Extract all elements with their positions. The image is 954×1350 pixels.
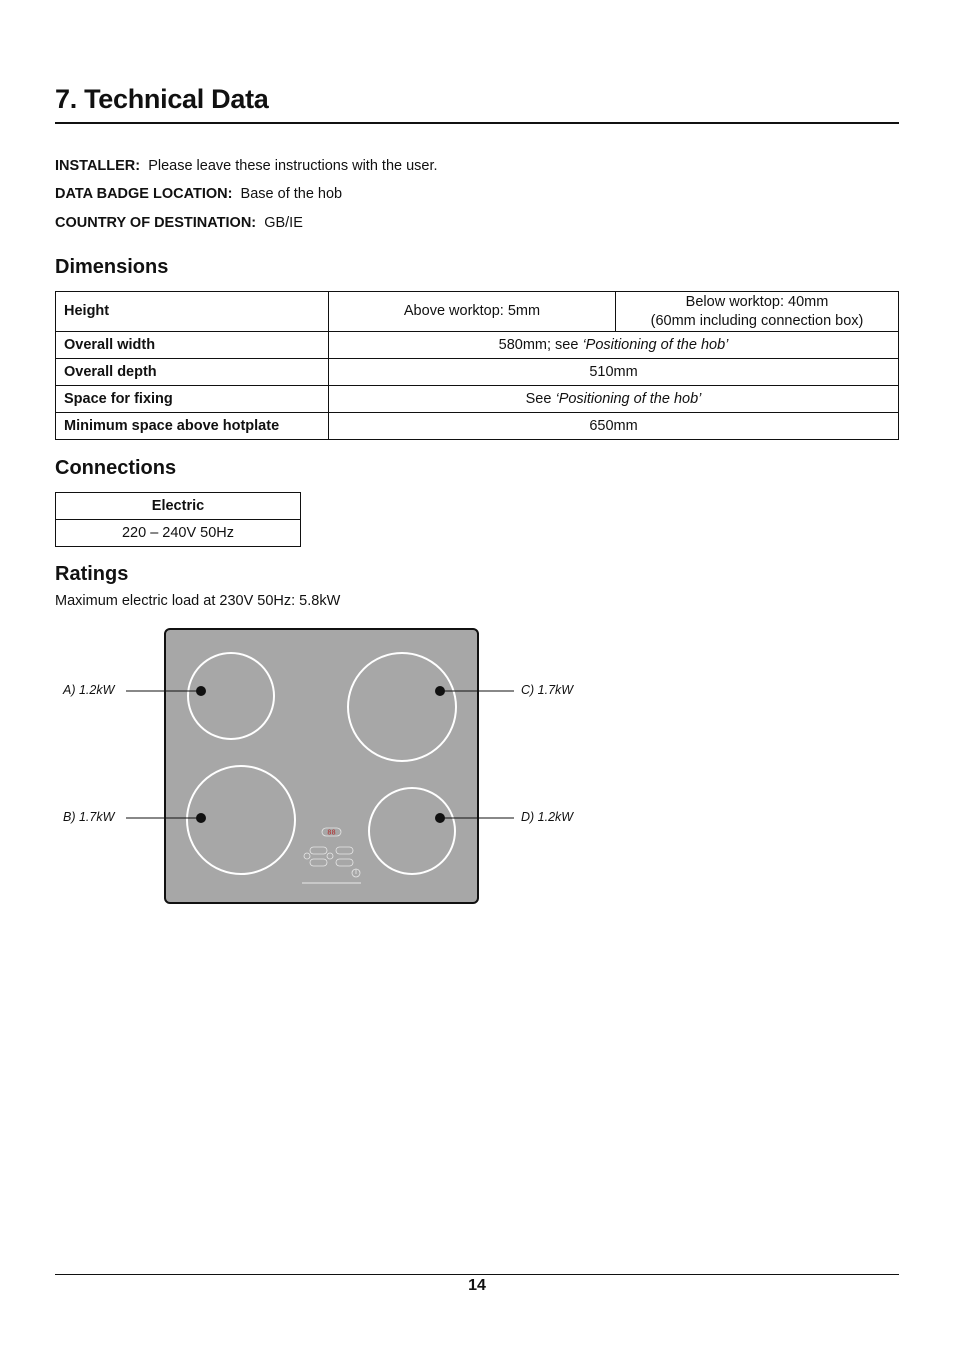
hob-diagram bbox=[55, 620, 615, 920]
installer-value: Please leave these instructions with the user. bbox=[148, 158, 438, 174]
zone-c-label: C) 1.7kW bbox=[521, 683, 574, 697]
min-space-value bbox=[329, 413, 899, 440]
overall-depth-text: 510mm bbox=[589, 364, 638, 380]
height-below-line-2: (60mm including connection box) bbox=[650, 312, 864, 329]
table-row bbox=[56, 413, 899, 440]
page-number: 14 bbox=[468, 1277, 486, 1294]
table-row bbox=[56, 332, 899, 359]
min-space-label: Minimum space above hotplate bbox=[56, 413, 329, 440]
height-below-line-1: Below worktop: 40mm bbox=[685, 293, 829, 310]
data-badge-label: DATA BADGE LOCATION: bbox=[55, 186, 233, 202]
data-badge-line bbox=[55, 186, 342, 202]
connections-table bbox=[55, 492, 301, 547]
hob-glass-top bbox=[165, 629, 478, 903]
table-row bbox=[56, 292, 899, 332]
country-line bbox=[55, 215, 303, 231]
footer-divider bbox=[55, 1274, 899, 1275]
overall-width-label: Overall width bbox=[56, 332, 329, 359]
zone-d-marker bbox=[436, 814, 445, 823]
country-label: COUNTRY OF DESTINATION: bbox=[55, 215, 257, 231]
zone-b-marker bbox=[197, 814, 206, 823]
table-row bbox=[56, 520, 301, 547]
electric-header: Electric bbox=[56, 493, 301, 520]
zone-d-label: D) 1.2kW bbox=[521, 810, 574, 824]
ratings-heading: Ratings bbox=[55, 563, 129, 585]
height-above-value: Above worktop: 5mm bbox=[329, 292, 616, 332]
overall-depth-label: Overall depth bbox=[56, 359, 329, 386]
overall-depth-value bbox=[329, 359, 899, 386]
dimensions-heading: Dimensions bbox=[55, 256, 169, 278]
space-for-fixing-label: Space for fixing bbox=[56, 386, 329, 413]
space-for-fixing-ref: ‘Positioning of the hob’ bbox=[555, 391, 702, 407]
zone-a-label: A) 1.2kW bbox=[63, 683, 115, 697]
electric-value: 220 – 240V 50Hz bbox=[56, 520, 301, 547]
installer-label: INSTALLER: bbox=[55, 158, 141, 174]
table-row bbox=[56, 359, 899, 386]
height-below-value bbox=[616, 292, 899, 332]
zone-c-marker bbox=[436, 687, 445, 696]
title-divider bbox=[55, 122, 899, 124]
dimensions-table bbox=[55, 291, 899, 440]
display-digits: 88 bbox=[327, 828, 336, 837]
connections-heading: Connections bbox=[55, 457, 177, 479]
table-row bbox=[56, 386, 899, 413]
data-badge-value: Base of the hob bbox=[240, 186, 343, 202]
page-title: 7. Technical Data bbox=[55, 84, 269, 114]
zone-b-label: B) 1.7kW bbox=[63, 810, 115, 824]
space-for-fixing-text: See bbox=[525, 391, 556, 407]
ratings-text: Maximum electric load at 230V 50Hz: 5.8kW bbox=[55, 593, 341, 609]
overall-width-text: 580mm; see bbox=[498, 337, 583, 353]
overall-width-ref: ‘Positioning of the hob’ bbox=[582, 337, 729, 353]
table-row bbox=[56, 493, 301, 520]
overall-width-value bbox=[329, 332, 899, 359]
country-value: GB/IE bbox=[264, 215, 303, 231]
min-space-text: 650mm bbox=[589, 418, 638, 434]
space-for-fixing-value bbox=[329, 386, 899, 413]
installer-line bbox=[55, 158, 438, 174]
zone-a-marker bbox=[197, 687, 206, 696]
height-label: Height bbox=[56, 292, 329, 332]
